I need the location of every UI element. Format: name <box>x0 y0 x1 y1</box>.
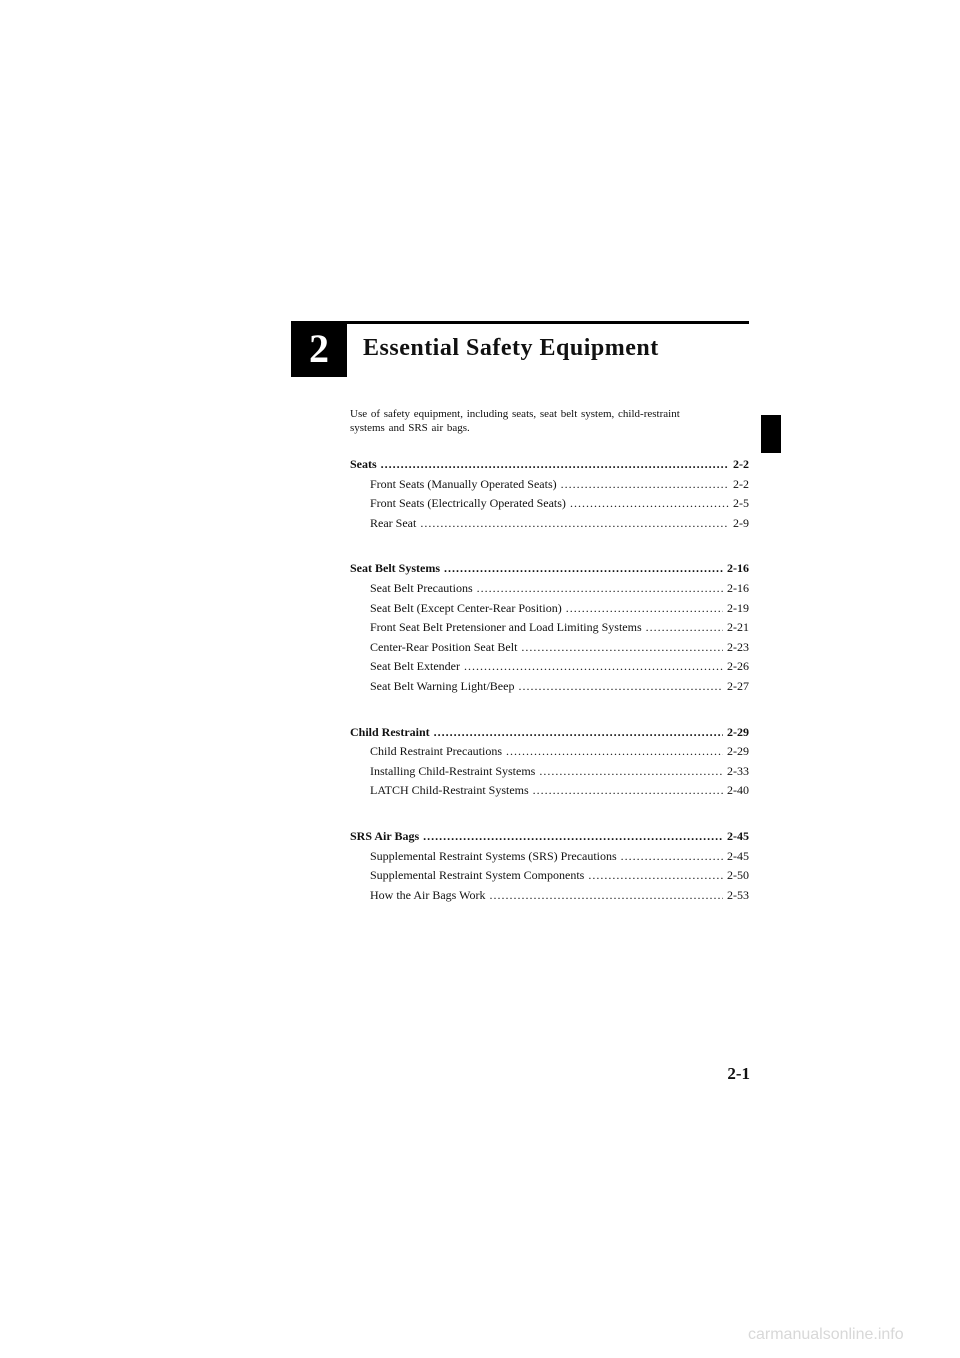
toc-entry-label: Supplemental Restraint Systems (SRS) Precautions <box>370 848 617 863</box>
toc-entry-page: 2-16 <box>727 580 749 595</box>
toc-entry[interactable] <box>350 620 749 640</box>
toc-entry-label: Front Seat Belt Pretensioner and Load Limiting Systems <box>370 620 642 635</box>
chapter-rule <box>347 321 749 324</box>
toc-entry-page: 2-2 <box>733 476 749 491</box>
dot-leader <box>561 477 729 492</box>
toc-entry-label: Installing Child-Restraint Systems <box>370 763 536 778</box>
toc-entry-page: 2-9 <box>733 515 749 530</box>
toc-entry[interactable] <box>350 659 749 679</box>
toc-entry[interactable] <box>350 888 749 908</box>
dot-leader <box>588 868 723 883</box>
dot-leader <box>521 640 723 655</box>
dot-leader <box>518 679 723 694</box>
chapter-title: Essential Safety Equipment <box>363 335 659 361</box>
toc-entry-label: Front Seats (Manually Operated Seats) <box>370 476 557 491</box>
dot-leader <box>506 744 723 759</box>
toc-entry[interactable] <box>350 640 749 660</box>
intro-line-2: systems and SRS air bags. <box>350 422 470 434</box>
dot-leader <box>533 783 723 798</box>
toc-heading-page: 2-29 <box>727 724 749 739</box>
toc-entry[interactable] <box>350 581 749 601</box>
dot-leader <box>477 581 723 596</box>
toc-entry[interactable] <box>350 477 749 497</box>
chapter-intro <box>350 407 750 435</box>
dot-leader <box>420 516 729 531</box>
toc-entry-label: Seat Belt Precautions <box>370 580 473 595</box>
toc-entry[interactable] <box>350 868 749 888</box>
toc-heading-page: 2-16 <box>727 561 749 576</box>
toc-entry-page: 2-29 <box>727 744 749 759</box>
toc-heading[interactable] <box>350 561 749 581</box>
toc-entry-page: 2-45 <box>727 848 749 863</box>
toc-entry-label: Seat Belt (Except Center-Rear Position) <box>370 600 562 615</box>
toc-heading-page: 2-45 <box>727 828 749 843</box>
dot-leader <box>570 496 729 511</box>
toc-entry[interactable] <box>350 849 749 869</box>
toc-entry-label: Child Restraint Precautions <box>370 744 502 759</box>
toc-entry[interactable] <box>350 764 749 784</box>
toc-heading[interactable] <box>350 725 749 745</box>
toc-entry-label: Seat Belt Warning Light/Beep <box>370 678 515 693</box>
dot-leader <box>464 659 723 674</box>
toc-entry-label: Seat Belt Extender <box>370 659 460 674</box>
toc-entry-page: 2-50 <box>727 868 749 883</box>
toc-entry[interactable] <box>350 744 749 764</box>
watermark: carmanualsonline.info <box>748 1326 904 1343</box>
toc-heading-label: SRS Air Bags <box>350 828 420 843</box>
toc-section <box>350 725 749 803</box>
toc-heading-label: Seats <box>350 457 377 471</box>
toc-entry-page: 2-53 <box>727 887 749 902</box>
toc-heading-label: Child Restraint <box>350 724 430 739</box>
toc-entry[interactable] <box>350 601 749 621</box>
toc-entry-page: 2-40 <box>727 783 749 798</box>
dot-leader <box>621 849 723 864</box>
toc-entry-page: 2-21 <box>727 620 749 635</box>
table-of-contents <box>350 457 749 933</box>
toc-entry[interactable] <box>350 516 749 536</box>
chapter-side-tab <box>761 415 781 453</box>
chapter-header <box>291 321 749 377</box>
toc-entry-label: Rear Seat <box>370 515 417 530</box>
toc-entry-label: Supplemental Restraint System Components <box>370 868 585 883</box>
toc-heading-label: Seat Belt Systems <box>350 561 440 576</box>
toc-heading[interactable] <box>350 829 749 849</box>
intro-line-1: Use of safety equipment, including seats, seat belt system, child-restraint <box>350 408 680 420</box>
toc-entry-label: LATCH Child-Restraint Systems <box>370 783 529 798</box>
chapter-number: 2 <box>291 321 347 377</box>
dot-leader <box>646 620 723 635</box>
dot-leader <box>434 725 723 740</box>
dot-leader <box>489 888 723 903</box>
toc-entry-page: 2-33 <box>727 763 749 778</box>
toc-entry-page: 2-5 <box>733 496 749 511</box>
toc-entry-label: Center-Rear Position Seat Belt <box>370 639 518 654</box>
toc-heading-page: 2-2 <box>733 457 749 471</box>
toc-entry-label: Front Seats (Electrically Operated Seats) <box>370 496 566 511</box>
toc-section <box>350 561 749 698</box>
page-number: 2-1 <box>727 1064 750 1083</box>
toc-entry-page: 2-26 <box>727 659 749 674</box>
toc-section <box>350 829 749 907</box>
dot-leader <box>539 764 723 779</box>
toc-entry-page: 2-27 <box>727 678 749 693</box>
toc-entry-label: How the Air Bags Work <box>370 887 486 902</box>
toc-entry[interactable] <box>350 679 749 699</box>
toc-entry-page: 2-19 <box>727 600 749 615</box>
toc-section <box>350 457 749 535</box>
dot-leader <box>381 457 729 472</box>
dot-leader <box>444 561 723 576</box>
dot-leader <box>423 829 723 844</box>
toc-entry-page: 2-23 <box>727 639 749 654</box>
dot-leader <box>566 601 723 616</box>
toc-entry[interactable] <box>350 783 749 803</box>
toc-heading[interactable] <box>350 457 749 477</box>
toc-entry[interactable] <box>350 496 749 516</box>
